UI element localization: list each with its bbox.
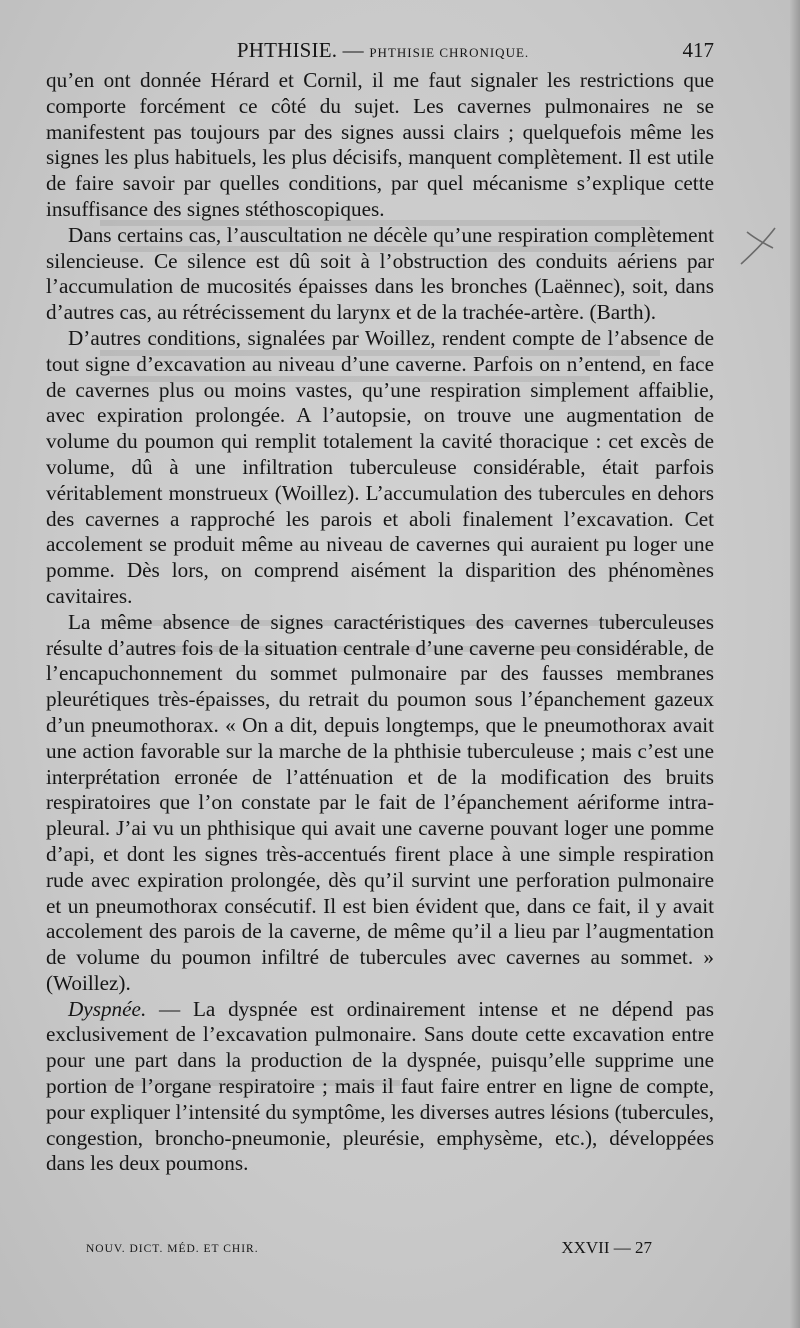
body-text: [46, 68, 714, 1177]
running-title-sub: PHTHISIE CHRONIQUE.: [369, 45, 530, 60]
footer-signature-number: XXVII — 27: [561, 1238, 652, 1257]
running-head: [52, 36, 714, 66]
page-edge-shadow: [790, 0, 800, 1328]
paragraph-auscultation: [46, 223, 714, 326]
paragraph-text: qu’en ont donnée Hérard et Cornil, il me faut signaler les restrictions que comporte forcément ce côté du sujet. Les cavernes pulmonaires ne se manifestent pas toujours par des signes aussi clairs ; quelquefois même les signes les plus habituels, les plus décisifs, manquent complètement. Il est utile de faire savoir par quelles conditions, par quel mécanisme s’explique cette insuffisance des signes stéthoscopiques.: [46, 68, 714, 221]
running-title: [52, 38, 714, 63]
page-footer: [86, 1238, 652, 1262]
paragraph-text: — La dyspnée est ordinairement intense et ne dépend pas exclusivement de l’excavation pulmonaire. Sans doute cette excavation entre pour une part dans la production de la dyspnée, puisqu’elle supprime une portion de l’organe respiratoire ; mais il faut faire entrer en ligne de compte, pour expliquer l’intensité du symptôme, les diverses autres lésions (tubercules, congestion, broncho-pneumonie, pleurésie, emphysème, etc.), développées dans les deux poumons.: [46, 996, 714, 1176]
page-number: 417: [682, 38, 714, 62]
paragraph-absence-signes: [46, 610, 714, 997]
running-title-main: PHTHISIE. —: [236, 38, 370, 62]
paragraph-text: Dans certains cas, l’auscultation ne décèle qu’une respiration complètement silencieuse. Ce silence est dû soit à l’obstruction des conduits aériens par l’accumulation de mucosités épaisses dans les bronches (Laënnec), soit, dans d’autres cas, au rétrécissement du larynx et de la trachée-artère. (Barth).: [46, 222, 714, 325]
paragraph-woillez-conditions: [46, 326, 714, 610]
paragraph-continuation: [46, 68, 714, 223]
paragraph-text: D’autres conditions, signalées par Woillez, rendent compte de l’absence de tout signe d’excavation au niveau d’une caverne. Parfois on n’entend, en face de cavernes plus ou moins vastes, qu’une respiration simplement affaiblie, avec expiration prolongée. A l’autopsie, on trouve une augmentation de volume du poumon qui remplit totalement la cavité thoracique : cet excès de volume, dû à une infiltration tuberculeuse considérable, était parfois véritablement monstrueux (Woillez). L’accumulation des tubercules en dehors des cavernes a rapproché les parois et aboli finalement l’excavation. Cet accolement se produit même au niveau de cavernes qui auraient pu loger une pomme. Dès lors, on comprend aisément la disparition des phénomènes cavitaires.: [46, 325, 714, 608]
footer-signature: NOUV. DICT. MÉD. ET CHIR.: [86, 1243, 259, 1255]
paragraph-text: La même absence de signes caractéristiques des cavernes tuberculeuses résulte d’autres fois de la situation centrale d’une caverne peu considérable, de l’encapuchonnement du sommet pulmonaire par des fausses membranes pleurétiques très-épaisses, du retrait du poumon sous l’épanchement gazeux d’un pneumothorax. « On a dit, depuis longtemps, que le pneumothorax avait une action favorable sur la marche de la phthisie tuberculeuse ; mais c’est une interprétation erronée de l’atténuation et de la modification des bruits respiratoires que l’on constate par le fait de l’épanchement aériforme intra-pleural. J’ai vu un phthisique qui avait une caverne pouvant loger une pomme d’api, et dont les signes très-accentués firent place à une simple respiration rude avec expiration prolongée, dès qu’il survint une perforation pulmonaire et un pneumothorax consécutif. Il est bien évident que, dans ce fait, il y avait accolement des parois de la caverne, de même qu’il a lieu par l’augmentation de volume du poumon infiltré de tubercules avec cavernes au sommet. » (Woillez).: [46, 609, 714, 995]
paragraph-dyspnee: [46, 997, 714, 1178]
margin-annotation-mark: [735, 222, 785, 268]
section-lead-dyspnee: Dyspnée.: [68, 996, 147, 1021]
